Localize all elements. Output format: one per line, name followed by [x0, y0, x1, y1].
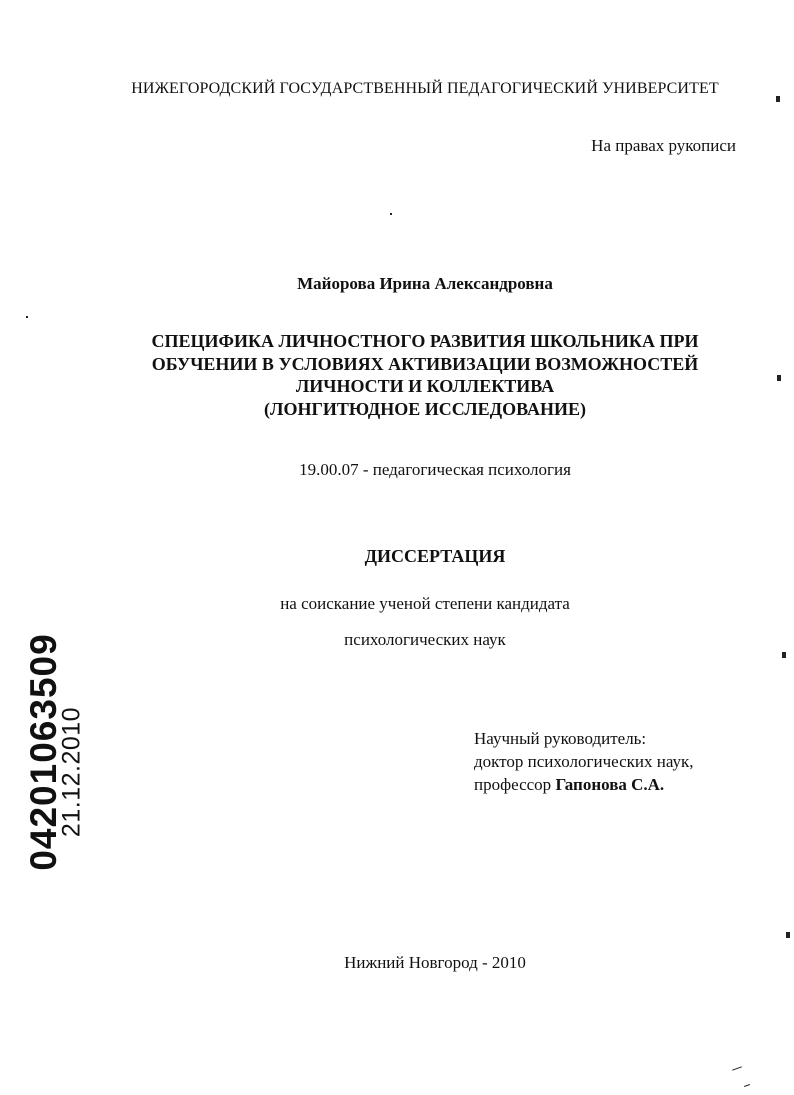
scan-mark	[26, 316, 28, 318]
manuscript-note: На правах рукописи	[591, 136, 736, 155]
scan-mark	[786, 932, 790, 938]
dissertation-title	[120, 330, 730, 420]
scan-mark	[776, 96, 780, 102]
scan-mark	[732, 1066, 742, 1070]
supervisor-line	[474, 773, 694, 796]
document-type: ДИССЕРТАЦИЯ	[364, 546, 506, 566]
title-line: СПЕЦИФИКА ЛИЧНОСТНОГО РАЗВИТИЯ ШКОЛЬНИКА ПРИ	[151, 331, 699, 351]
supervisor-name: Гапонова С.А.	[555, 775, 665, 794]
library-stamp-code: 04201063509	[23, 633, 64, 871]
title-line: ЛИЧНОСТИ И КОЛЛЕКТИВА	[295, 376, 555, 396]
university-name: НИЖЕГОРОДСКИЙ ГОСУДАРСТВЕННЫЙ ПЕДАГОГИЧЕСКИЙ УНИВЕРСИТЕТ	[131, 80, 719, 97]
supervisor-heading: Научный руководитель:	[474, 729, 647, 748]
degree-line-2: психологических наук	[344, 630, 506, 649]
supervisor-block	[474, 727, 694, 796]
scan-mark	[744, 1084, 750, 1087]
library-stamp-date: 21.12.2010	[57, 706, 86, 838]
specialty-code: 19.00.07 - педагогическая психология	[299, 460, 571, 479]
supervisor-degree: доктор психологических наук,	[474, 752, 694, 771]
supervisor-position: профессор	[474, 775, 552, 794]
city-year: Нижний Новгород - 2010	[344, 953, 526, 972]
scan-mark	[390, 213, 392, 215]
author-name: Майорова Ирина Александровна	[297, 274, 553, 293]
scan-mark	[777, 375, 781, 381]
title-line: ОБУЧЕНИИ В УСЛОВИЯХ АКТИВИЗАЦИИ ВОЗМОЖНОСТЕЙ	[151, 353, 699, 374]
scan-mark	[782, 652, 786, 658]
title-line: (ЛОНГИТЮДНОЕ ИССЛЕДОВАНИЕ)	[264, 398, 586, 419]
degree-line-1: на соискание ученой степени кандидата	[280, 594, 570, 613]
